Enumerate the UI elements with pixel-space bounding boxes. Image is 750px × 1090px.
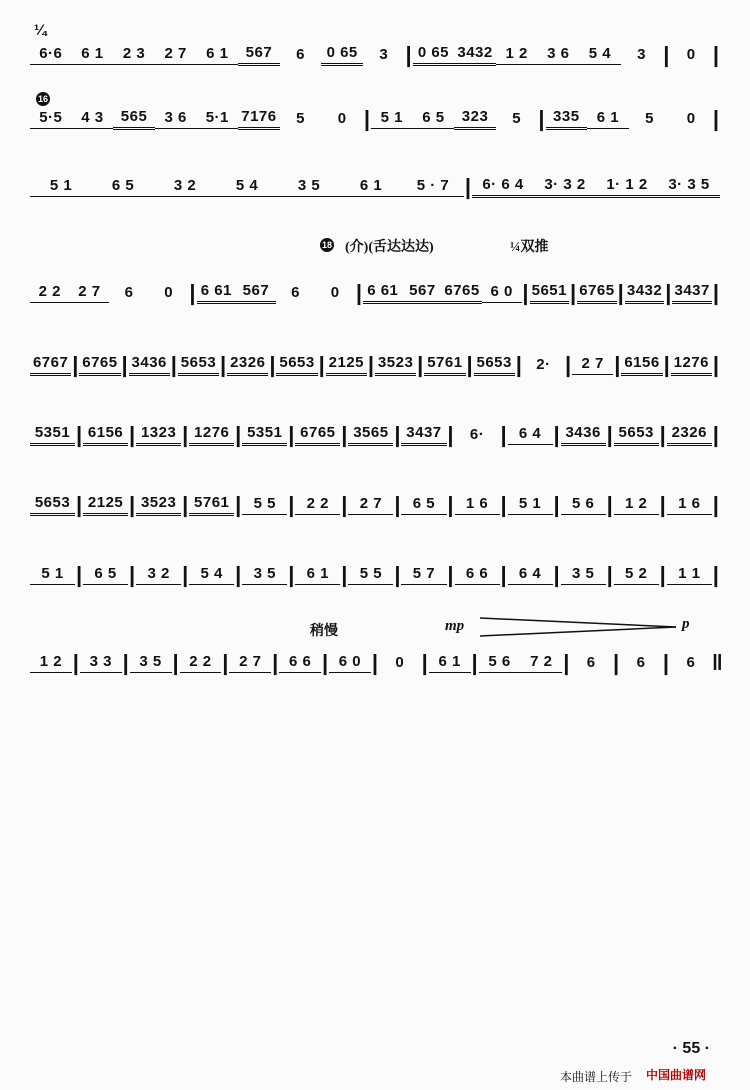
note-group: 1 2 — [496, 46, 538, 65]
page-number: · 55 · — [672, 1040, 710, 1057]
barline: | — [447, 562, 454, 587]
barline: | — [659, 422, 666, 447]
note-group: 6 — [636, 654, 646, 671]
note-group: 3437 — [672, 283, 712, 304]
barline: | — [235, 422, 242, 447]
barline: | — [182, 492, 189, 517]
note-group: 2· — [536, 356, 551, 373]
note-group: 2 7 — [155, 46, 197, 65]
note-group: 6 6 — [279, 654, 321, 673]
barline: | — [553, 492, 560, 517]
score-row-5 — [30, 344, 720, 386]
score-row-9 — [30, 642, 723, 684]
barline: | — [220, 352, 227, 377]
note-group: 565 — [113, 109, 155, 130]
note-group: 5653 — [614, 425, 659, 446]
barline: | — [563, 650, 570, 675]
note-group: 5 4 — [216, 178, 278, 197]
note-group: 3432 — [454, 45, 496, 66]
note-group: 1 6 — [455, 496, 500, 515]
barline: | — [129, 492, 136, 517]
barline: | — [288, 492, 295, 517]
note-group: 1 6 — [667, 496, 712, 515]
note-group: 6 5 — [413, 110, 455, 129]
note-group: 3 6 — [538, 46, 580, 65]
note-group: 3 2 — [136, 566, 181, 585]
barline: | — [72, 650, 79, 675]
note-group: 0 — [686, 110, 696, 127]
note-group: 6156 — [621, 355, 662, 376]
barline: | — [341, 562, 348, 587]
score-row-7 — [30, 484, 720, 526]
barline: | — [235, 492, 242, 517]
note-group: 1 1 — [667, 566, 712, 585]
note-group: 3437 — [401, 425, 446, 446]
barline: | — [663, 42, 670, 67]
note-group: 0 65 — [413, 45, 455, 66]
note-group: 6·6 — [30, 46, 72, 65]
note-group: 5 4 — [579, 46, 621, 65]
note-group: 3· 3 2 — [534, 177, 596, 198]
note-group: 2 2 — [30, 284, 70, 303]
note-group: 5 6 — [561, 496, 606, 515]
barline: | — [394, 422, 401, 447]
note-group: 3 5 — [278, 178, 340, 197]
barline: | — [712, 352, 720, 377]
barline: | — [712, 42, 720, 67]
barline: | — [712, 106, 720, 131]
note-group: 5653 — [474, 355, 515, 376]
note-group: 5651 — [530, 283, 570, 304]
note-group: 6 6 — [455, 566, 500, 585]
barline: | — [663, 352, 670, 377]
barline: | — [606, 492, 613, 517]
note-group: 6767 — [30, 355, 71, 376]
barline: | — [522, 280, 529, 305]
note-group: 2 7 — [348, 496, 393, 515]
barline: | — [553, 422, 560, 447]
note-group: 6 — [296, 46, 305, 63]
note-group: 5·1 — [197, 110, 239, 129]
note-group: 0 — [164, 284, 174, 301]
barline: | — [405, 42, 412, 67]
barline: | — [712, 280, 720, 305]
note-group: 2326 — [227, 355, 268, 376]
note-group: 6 — [291, 284, 300, 301]
note-group: 0 — [686, 46, 696, 63]
rehearsal-mark-a: 16 — [37, 94, 48, 104]
note-group: 5 · 7 — [402, 178, 464, 197]
barline: | — [170, 352, 177, 377]
note-group: 6 1 — [340, 178, 402, 197]
note-group: 3 3 — [80, 654, 122, 673]
barline: | — [394, 562, 401, 587]
site-logo: 中国曲谱网 — [646, 1068, 707, 1082]
note-group: 2326 — [667, 425, 712, 446]
barline: | — [712, 422, 719, 447]
note-group: 3565 — [348, 425, 393, 446]
note-group: 1276 — [189, 425, 234, 446]
upload-credit: 本曲谱上传于 — [560, 1070, 633, 1084]
barline: | — [394, 492, 401, 517]
note-group: 3 — [637, 46, 646, 63]
note-group: 6 — [686, 654, 696, 671]
barline: | — [222, 650, 229, 675]
note-group: 5 1 — [371, 110, 413, 129]
barline: | — [129, 422, 136, 447]
note-group: 6 — [124, 284, 134, 301]
note-group: 5 5 — [242, 496, 287, 515]
note-group: 2 7 — [572, 356, 613, 375]
barline: | — [182, 422, 189, 447]
barline: | — [447, 492, 454, 517]
barline: | — [466, 352, 473, 377]
barline: | — [288, 422, 295, 447]
note-group: 5·5 — [30, 110, 72, 129]
note-group: 567 — [403, 283, 443, 304]
barline: | — [417, 352, 424, 377]
barline: | — [72, 352, 79, 377]
note-group: 5 — [296, 110, 305, 127]
score-row-4 — [30, 272, 720, 314]
note-group: 6765 — [442, 283, 482, 304]
barline: | — [613, 650, 620, 675]
note-group: 3 5 — [561, 566, 606, 585]
note-group: 3436 — [561, 425, 606, 446]
note-group: 3432 — [625, 283, 665, 304]
barline: | — [355, 280, 363, 305]
note-group: 6765 — [295, 425, 340, 446]
note-group: 6 5 — [92, 178, 154, 197]
barline: | — [606, 562, 613, 587]
rehearsal-mark-b: 18 — [321, 240, 332, 250]
note-group: 5 — [512, 110, 522, 127]
note-group: 2 2 — [180, 654, 222, 673]
barline: | — [182, 562, 189, 587]
note-group: 6 1 — [295, 566, 340, 585]
note-group: 3 2 — [154, 178, 216, 197]
note-group: 3436 — [129, 355, 170, 376]
barline: | — [614, 352, 621, 377]
note-group: 6 1 — [72, 46, 114, 65]
note-group: 5 — [645, 110, 654, 127]
note-group: 5761 — [189, 495, 234, 516]
note-group: 5 6 — [479, 654, 521, 673]
barline: | — [553, 562, 560, 587]
barline: | — [363, 106, 371, 131]
note-group: 5 4 — [189, 566, 234, 585]
note-group: 5653 — [276, 355, 317, 376]
barline: | — [172, 650, 179, 675]
barline: | — [538, 106, 545, 131]
note-group: 3 5 — [242, 566, 287, 585]
note-group: 0 — [330, 284, 340, 301]
barline: | — [659, 492, 666, 517]
barline: | — [606, 422, 613, 447]
barline: | — [421, 650, 428, 675]
note-group: 5653 — [30, 495, 75, 516]
note-group: 3 6 — [155, 110, 197, 129]
note-group: 5761 — [424, 355, 465, 376]
note-group: 6· 6 4 — [472, 177, 534, 198]
note-group: 6 0 — [329, 654, 371, 673]
note-group: 1· 1 2 — [596, 177, 658, 198]
note-group: 5 5 — [348, 566, 393, 585]
score-row-3 — [30, 166, 720, 208]
time-signature: ¼ — [34, 22, 47, 39]
barline: | — [500, 562, 507, 587]
note-group: 2 3 — [113, 46, 155, 65]
note-group: 335 — [546, 109, 588, 130]
decrescendo-hairpin — [480, 614, 680, 640]
note-group: 2 7 — [70, 284, 110, 303]
note-group: 323 — [454, 109, 496, 130]
note-group: 6765 — [79, 355, 120, 376]
note-group: 3 5 — [130, 654, 172, 673]
note-group: 6 5 — [83, 566, 128, 585]
barline: | — [341, 422, 348, 447]
barline: | — [712, 562, 719, 587]
note-group: 3523 — [136, 495, 181, 516]
note-group: 6 5 — [401, 496, 446, 515]
barline: | — [288, 562, 295, 587]
barline: | — [665, 280, 672, 305]
note-group: 1276 — [671, 355, 712, 376]
note-group: 7 2 — [520, 654, 562, 673]
note-group: 5 1 — [508, 496, 553, 515]
barline: | — [341, 492, 348, 517]
note-group: 4 3 — [72, 110, 114, 129]
tempo-slower-label: 稍慢 — [310, 624, 338, 639]
note-group: 5653 — [178, 355, 219, 376]
final-barline: ‖ — [711, 650, 723, 675]
note-group: 5 1 — [30, 566, 75, 585]
barline: | — [371, 650, 378, 675]
barline: | — [318, 352, 325, 377]
note-group: 3523 — [375, 355, 416, 376]
barline: | — [712, 492, 719, 517]
note-group: 2125 — [326, 355, 367, 376]
barline: | — [121, 352, 128, 377]
note-group: 1 2 — [30, 654, 72, 673]
note-group: 6· — [469, 426, 485, 443]
barline: | — [565, 352, 572, 377]
note-group: 5 7 — [401, 566, 446, 585]
double-push-label: ¼双推 — [510, 240, 549, 255]
barline: | — [500, 492, 507, 517]
note-group: 6 61 — [197, 283, 237, 304]
barline: | — [662, 650, 670, 675]
note-group: 6 1 — [197, 46, 239, 65]
note-group: 6765 — [577, 283, 617, 304]
barline: | — [500, 422, 507, 447]
barline: | — [515, 352, 522, 377]
score-row-6 — [30, 414, 720, 456]
barline: | — [272, 650, 279, 675]
note-group: 1323 — [136, 425, 181, 446]
note-group: 5351 — [30, 425, 75, 446]
note-group: 2 2 — [295, 496, 340, 515]
note-group: 1 2 — [614, 496, 659, 515]
note-group: 5 1 — [30, 178, 92, 197]
note-group: 5351 — [242, 425, 287, 446]
note-group: 6 4 — [508, 566, 553, 585]
barline: | — [269, 352, 276, 377]
barline: | — [321, 650, 329, 675]
barline: | — [367, 352, 375, 377]
note-group: 567 — [236, 283, 276, 304]
score-row-2 — [30, 98, 720, 140]
note-group: 0 — [395, 654, 405, 671]
barline: | — [129, 562, 136, 587]
score-row-8 — [30, 554, 720, 596]
barline: | — [189, 280, 196, 305]
barline: | — [75, 422, 83, 447]
note-group: 0 — [337, 110, 347, 127]
note-group: 3 — [379, 46, 389, 63]
score-row-1 — [30, 34, 720, 76]
barline: | — [464, 174, 472, 199]
note-group: 6156 — [83, 425, 128, 446]
note-group: 2 7 — [229, 654, 271, 673]
barline: | — [617, 280, 624, 305]
note-group: 5 2 — [614, 566, 659, 585]
note-group: 6 4 — [508, 426, 553, 445]
interlude-label: (介)(舌达达达) — [345, 240, 434, 255]
dynamic-mp: mp — [445, 618, 465, 634]
note-group: 3· 3 5 — [658, 177, 720, 198]
note-group: 7176 — [238, 109, 280, 130]
note-group: 6 1 — [429, 654, 471, 673]
dynamic-p: p — [682, 616, 690, 632]
note-group: 2125 — [83, 495, 128, 516]
barline: | — [75, 492, 83, 517]
barline: | — [235, 562, 242, 587]
barline: | — [122, 650, 129, 675]
note-group: 6 61 — [363, 283, 403, 304]
barline: | — [570, 280, 577, 305]
note-group: 6 0 — [482, 284, 522, 303]
note-group: 6 1 — [587, 110, 629, 129]
note-group: 6 — [586, 654, 596, 671]
barline: | — [659, 562, 666, 587]
barline: | — [75, 562, 83, 587]
note-group: 567 — [238, 45, 280, 66]
note-group: 0 65 — [321, 45, 363, 66]
barline: | — [471, 650, 478, 675]
barline: | — [447, 422, 454, 447]
